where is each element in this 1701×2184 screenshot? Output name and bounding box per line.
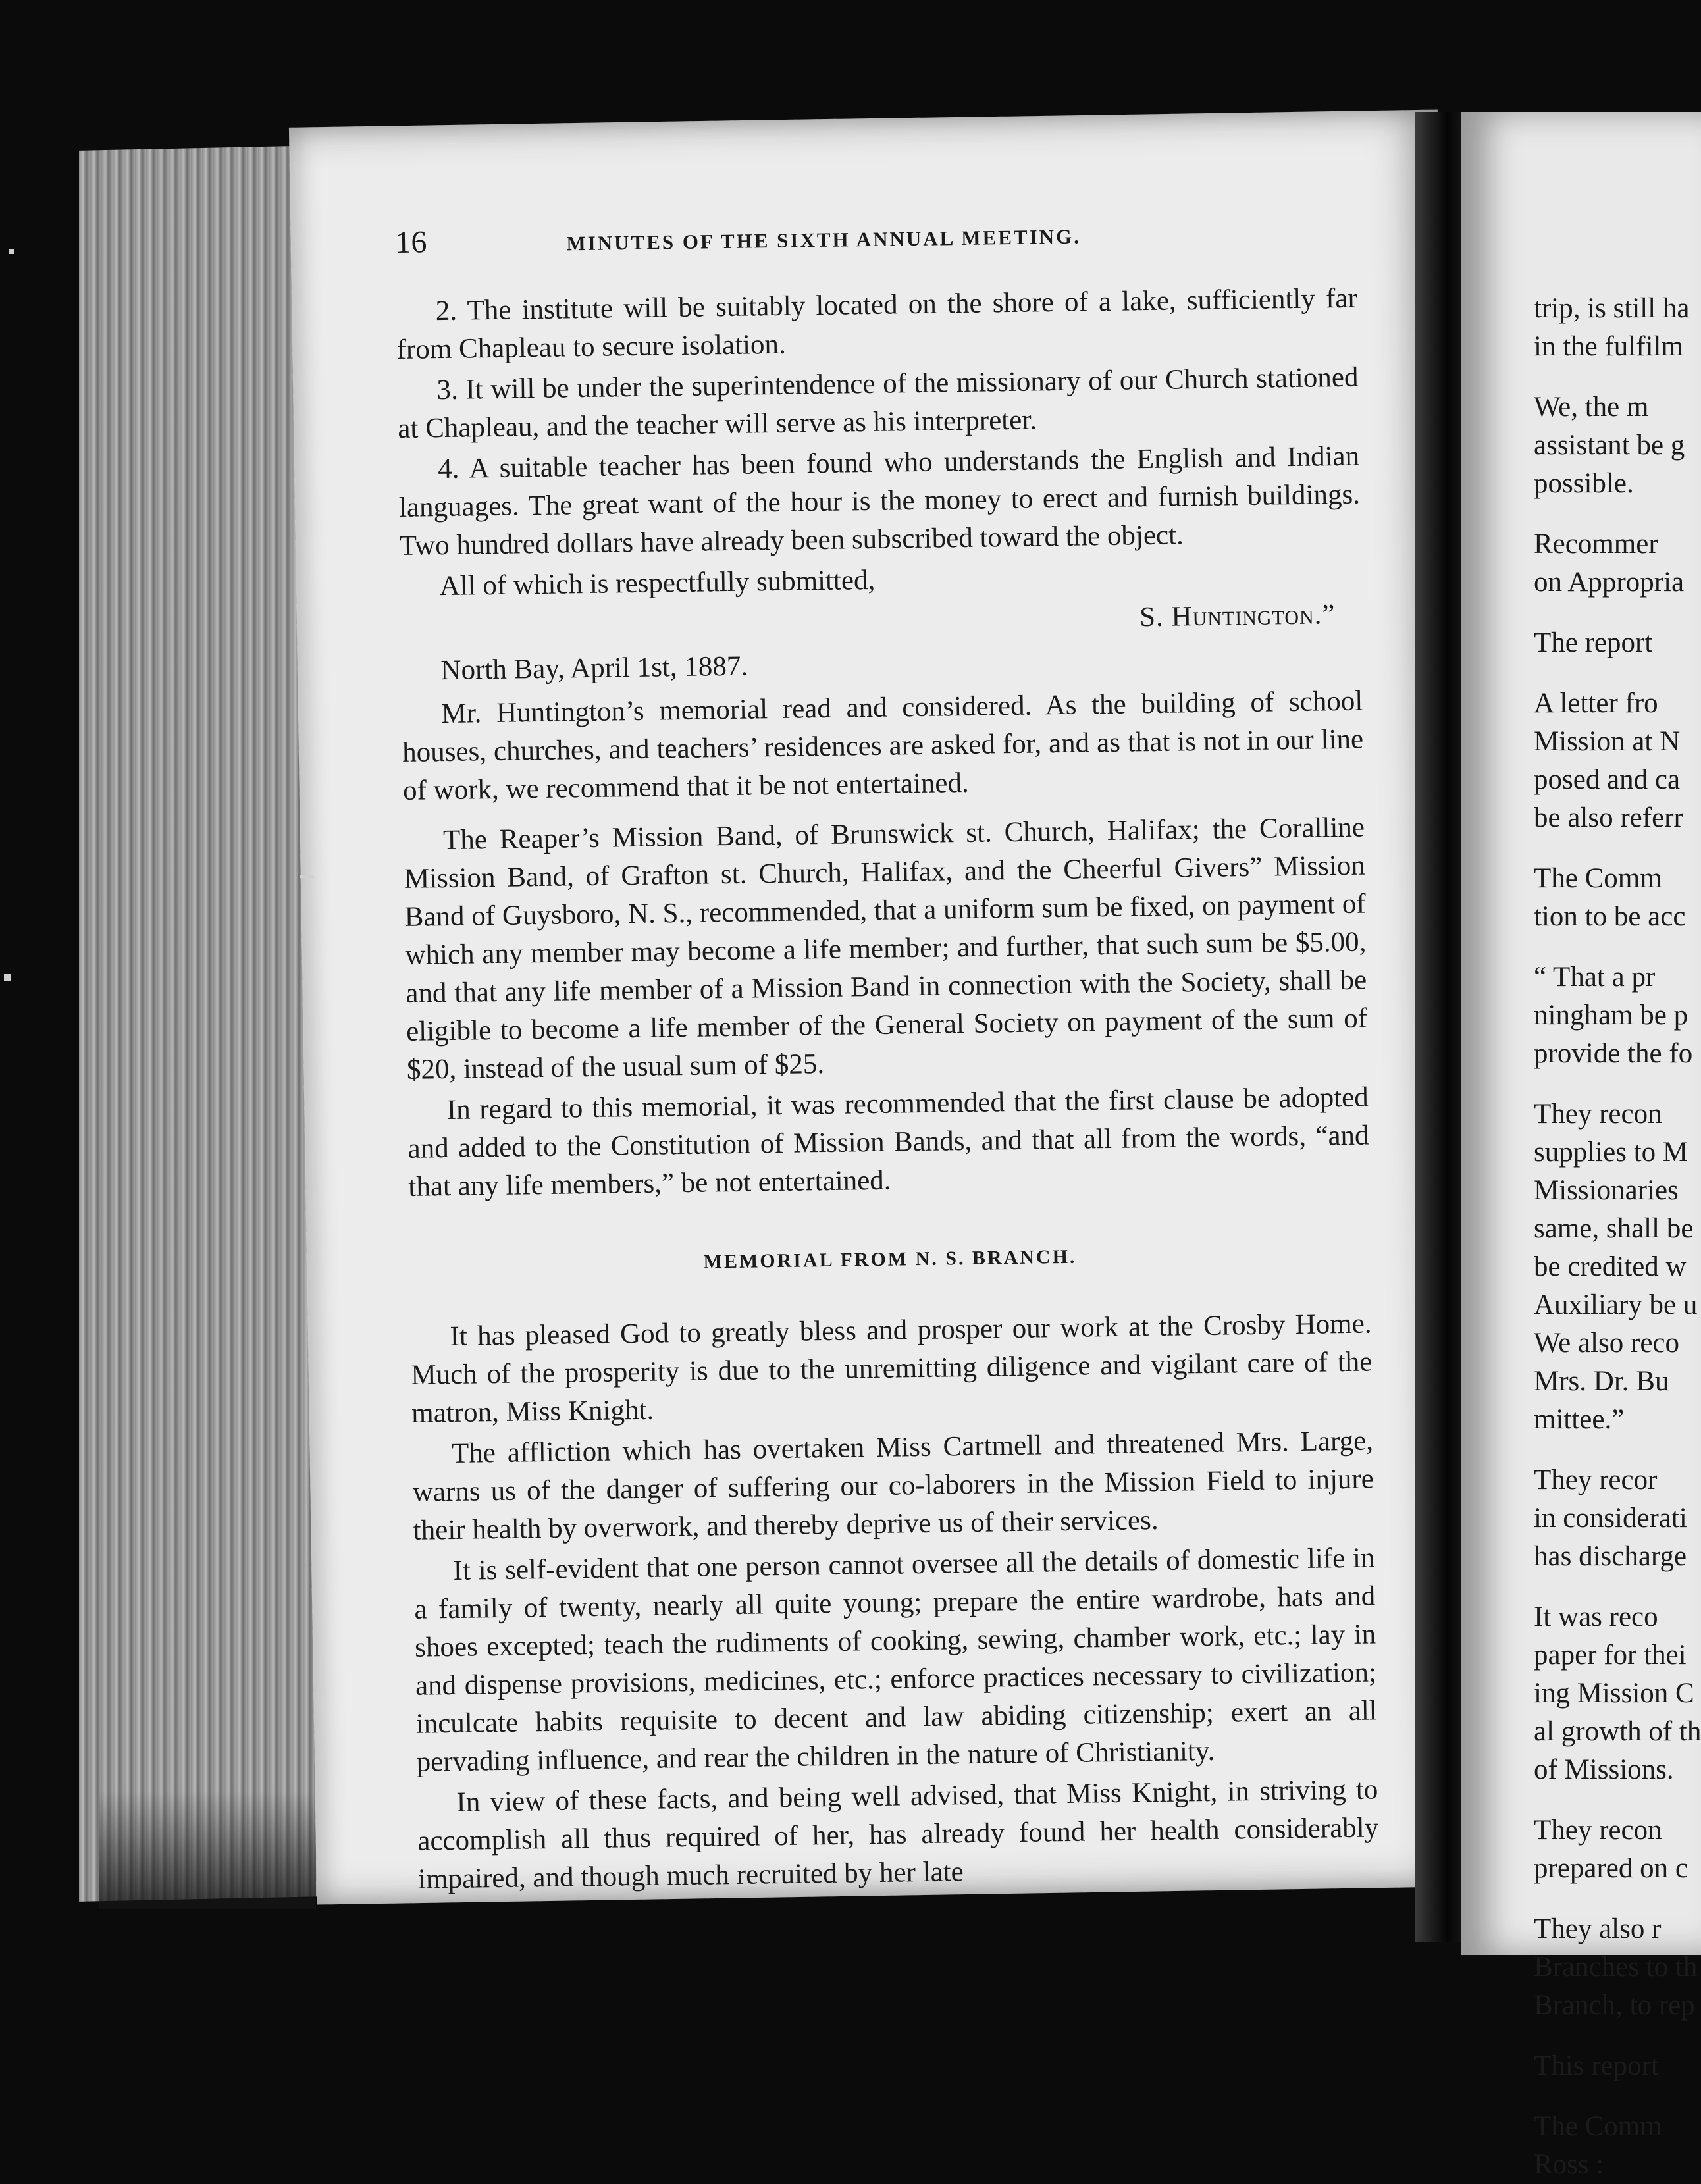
- right-page-line: The report: [1534, 627, 1653, 658]
- right-page-line: They recon: [1534, 1815, 1662, 1846]
- right-page-gap: [1534, 837, 1701, 860]
- right-page-line: posed and ca: [1534, 764, 1681, 795]
- right-page-line: A letter fro: [1534, 688, 1658, 719]
- right-page-gap: [1534, 936, 1701, 958]
- right-page-gap: [1534, 662, 1701, 685]
- right-page-gap: [1534, 1789, 1701, 1811]
- right-page-line: We also reco: [1534, 1328, 1679, 1359]
- right-page-line: be credited w: [1534, 1251, 1687, 1282]
- left-page-text: [395, 211, 1379, 1902]
- right-page-gap: [1534, 1888, 1701, 1910]
- right-page-gap: [1534, 1073, 1701, 1095]
- right-page-line: This report: [1534, 2050, 1659, 2081]
- right-page-line: of Missions.: [1534, 1754, 1674, 1785]
- right-page-line: They recor: [1534, 1465, 1658, 1495]
- right-page-gap: [1534, 1576, 1701, 1598]
- right-page-line: al growth of th: [1534, 1716, 1701, 1747]
- right-page-line: We, the m: [1534, 392, 1649, 423]
- paragraph: In regard to this memorial, it was recommended that the first clause be adopted and added to the Constitution of Mission Bands, and that all from the words, “and that any life members,” be not entertained.: [407, 1081, 1369, 1203]
- right-page-line: It was reco: [1534, 1601, 1658, 1632]
- paragraph: All of which is respectfully submitted,: [439, 564, 876, 602]
- right-page-gap: [1534, 602, 1701, 624]
- right-page-line: prepared on c: [1534, 1853, 1688, 1884]
- book-page-edges: [79, 145, 323, 1902]
- paragraph: It is self-evident that one person cannot oversee all the details of domestic life in a family of twenty, nearly all quite young; prepare the entire wardrobe, hats and shoes excepted; teach the rudiments of cooking, sewing, chamber work, etc.; lay in and dispense provisions, medicines, etc.; enforce practices necessary to civilization; inculcate habits requisite to decent and law abiding citizenship; exert an all pervading influence, and rear the children in the nature of Christianity.: [414, 1542, 1378, 1778]
- right-page-line: mittee.”: [1534, 1404, 1625, 1435]
- book-edge-shadow: [99, 1790, 316, 1909]
- book-gutter: [1415, 112, 1468, 1942]
- right-page-line: be also referr: [1534, 802, 1683, 833]
- right-page-line: Auxiliary be u: [1534, 1289, 1698, 1320]
- right-page-line: “ That a pr: [1534, 962, 1656, 993]
- right-page-line: in the fulfilm: [1534, 331, 1683, 362]
- scan-mark: [300, 875, 314, 878]
- dateline: North Bay, April 1st, 1887.: [440, 650, 748, 687]
- right-page-text: [1534, 290, 1701, 2184]
- right-page-line: trip, is still ha: [1534, 293, 1690, 324]
- paragraph: The Reaper’s Mission Band, of Brunswick st. Church, Halifax; the Coralline Mission Band, of Grafton st. Church, Halifax, and the Cheerful Givers” Mission Band of Guysboro, N. S., recommended, that a uniform sum be fixed, on payment of which any member may become a life member; and further, that such sum be $5.00, and that any life member of a Mission Band in connection with the Society, shall be eligible to become a life member of the General Society on payment of the sum of $20, instead of the usual sum of $25.: [404, 812, 1368, 1085]
- right-page-gap: [1534, 503, 1701, 525]
- right-page-line: Branches to th: [1534, 1952, 1698, 1983]
- right-page-line: The Comm: [1534, 863, 1662, 894]
- right-page-line: Ross :: [1534, 2149, 1604, 2180]
- right-page-line: tion to be acc: [1534, 901, 1686, 932]
- right-page-line: Missionaries: [1534, 1175, 1679, 1206]
- right-page-line: The Comm: [1534, 2111, 1662, 2142]
- right-page-line: provide the fo: [1534, 1038, 1693, 1069]
- paragraph: 4. A suitable teacher has been found who understands the English and Indian languages. The great want of the hour is the money to erect and furnish buildings. Two hundred dollars have already been subscribed toward the object.: [398, 440, 1361, 561]
- right-page-gap: [1534, 366, 1701, 388]
- scan-mark: [9, 249, 14, 254]
- signature-name: S. Huntington.”: [1139, 599, 1336, 633]
- paragraph: 3. It will be under the superintendence of the missionary of our Church stationed at Chapleau, and the teacher will serve as his interpreter.: [398, 361, 1359, 444]
- header-title: MINUTES OF THE SIXTH ANNUAL MEETING.: [566, 224, 1082, 255]
- right-page-line: ningham be p: [1534, 1000, 1688, 1031]
- right-page-line: Mrs. Dr. Bu: [1534, 1366, 1669, 1397]
- right-page-line: ing Mission C: [1534, 1678, 1694, 1709]
- right-page-line: Branch, to rep: [1534, 1990, 1695, 2021]
- paragraph: 2. The institute will be suitably located on the shore of a lake, sufficiently far from Chapleau to secure isolation.: [396, 282, 1358, 365]
- right-page-gap: [1534, 2025, 1701, 2047]
- right-page-line: in considerati: [1534, 1503, 1687, 1534]
- section-heading: MEMORIAL FROM N. S. BRANCH.: [703, 1245, 1077, 1273]
- right-page-line: has discharge: [1534, 1541, 1687, 1572]
- right-page-line: same, shall be: [1534, 1213, 1694, 1244]
- right-page-line: Recommer: [1534, 529, 1658, 559]
- right-page-gap: [1534, 1439, 1701, 1461]
- right-page-gap: [1534, 2085, 1701, 2108]
- right-page-line: They also r: [1534, 1913, 1662, 1944]
- right-page-line: assistant be g: [1534, 430, 1685, 461]
- right-page-line: on Appropria: [1534, 567, 1685, 598]
- scan-mark: [4, 974, 11, 981]
- paragraph: It has pleased God to greatly bless and prosper our work at the Crosby Home. Much of the prosperity is due to the unremitting diligence and vigilant care of the matron, Miss Knight.: [411, 1308, 1373, 1429]
- right-page-line: possible.: [1534, 468, 1634, 499]
- paragraph: In view of these facts, and being well advised, that Miss Knight, in striving to accomplish all thus required of her, has already found her health considerably impaired, and though much recruited by her late: [417, 1774, 1379, 1895]
- right-page-line: They recon: [1534, 1099, 1662, 1130]
- paragraph: The affliction which has overtaken Miss Cartmell and threatened Mrs. Large, warns us of the danger of suffering our co-laborers in the Mission Field to injure their health by overwork, and thereby deprive us of their services.: [412, 1425, 1374, 1546]
- right-page-line: supplies to M: [1534, 1137, 1688, 1168]
- right-page-line: Mission at N: [1534, 726, 1681, 757]
- paragraph: Mr. Huntington’s memorial read and considered. As the building of school houses, churches, and teachers’ residences are asked for, and as that is not in our line of work, we recommend that it be not entertained.: [402, 685, 1364, 806]
- page-number: 16: [395, 224, 427, 260]
- right-page-line: paper for thei: [1534, 1640, 1687, 1671]
